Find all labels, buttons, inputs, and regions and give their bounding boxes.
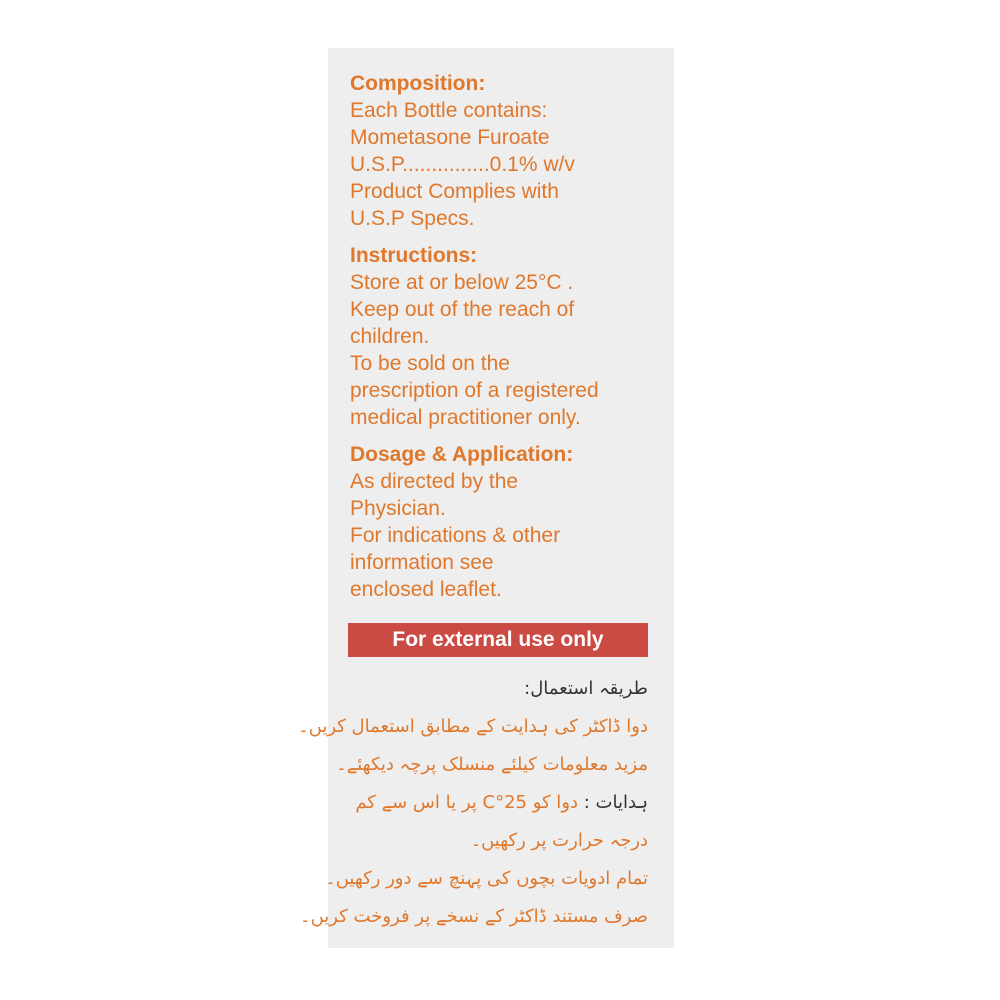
urdu-usage-title: طریقہ استعمال: <box>524 678 648 699</box>
composition-line: Mometasone Furoate <box>350 126 550 149</box>
dosage-line: information see <box>350 551 494 574</box>
dosage-line: For indications & other <box>350 524 561 547</box>
composition-line: Product Complies with <box>350 180 559 203</box>
dosage-heading: Dosage & Application: <box>350 443 574 466</box>
urdu-instructions-first-line <box>348 792 648 816</box>
instructions-line: medical practitioner only. <box>350 406 581 429</box>
label-panel <box>298 48 674 948</box>
instructions-line: children. <box>350 325 430 348</box>
dosage-line: As directed by the <box>350 470 519 493</box>
composition-line: U.S.P...............0.1% w/v <box>350 153 575 176</box>
composition-heading: Composition: <box>350 72 486 95</box>
urdu-instructions-first: دوا کو 25°C پر یا اس سے کم <box>355 792 579 813</box>
instructions-line: Store at or below 25°C . <box>350 271 574 294</box>
instructions-line: Keep out of the reach of <box>350 298 575 321</box>
instructions-heading: Instructions: <box>350 244 478 267</box>
dosage-line: enclosed leaflet. <box>350 578 502 601</box>
urdu-usage-line: مزید معلومات کیلئے منسلک پرچہ دیکھئے۔ <box>336 754 648 775</box>
dosage-section <box>350 441 670 603</box>
instructions-line: To be sold on the <box>350 352 510 375</box>
urdu-usage-line: دوا ڈاکٹر کی ہدایت کے مطابق استعمال کریں۔ <box>298 716 648 737</box>
urdu-instructions-line: صرف مستند ڈاکٹر کے نسخے پر فروخت کریں۔ <box>300 906 648 927</box>
instructions-line: prescription of a registered <box>350 379 599 402</box>
dosage-line: Physician. <box>350 497 446 520</box>
external-use-warning-banner: For external use only <box>348 623 648 657</box>
instructions-section <box>350 242 670 431</box>
composition-line: U.S.P Specs. <box>350 207 475 230</box>
composition-section <box>350 70 670 232</box>
english-text-block <box>350 70 670 613</box>
urdu-instructions-line: تمام ادویات بچوں کی پہنچ سے دور رکھیں۔ <box>325 868 648 889</box>
composition-line: Each Bottle contains: <box>350 99 548 122</box>
urdu-instructions-line: درجہ حرارت پر رکھیں۔ <box>470 830 648 851</box>
urdu-text-block <box>298 678 648 944</box>
urdu-instructions-label: ہدایات : <box>583 792 648 813</box>
